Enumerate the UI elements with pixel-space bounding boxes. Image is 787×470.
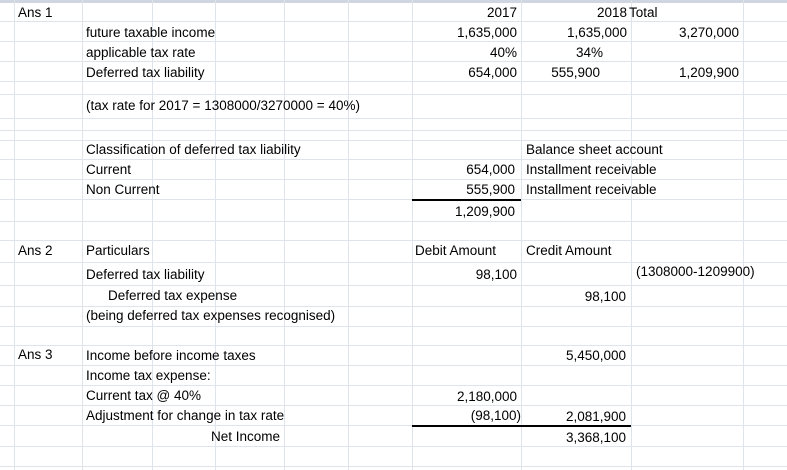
- journal-computation-note: (1308000-1209900): [636, 264, 755, 279]
- tax-rate-2018: 34%: [575, 45, 603, 60]
- journal-narration: (being deferred tax expenses recognised): [86, 308, 336, 323]
- header-2017: 2017: [486, 5, 517, 20]
- row-gridline: [0, 21, 787, 22]
- header-2018: 2018: [596, 5, 627, 20]
- classification-current-label: Current: [86, 162, 132, 177]
- particulars-header: Particulars: [86, 243, 150, 258]
- credit-amount-header: Credit Amount: [526, 243, 612, 258]
- row-label-future-taxable-income: future taxable income: [86, 25, 216, 40]
- column-gridline: [348, 0, 349, 470]
- deferred-tax-liability-2017: 654,000: [468, 65, 517, 80]
- row-gridline: [0, 446, 787, 447]
- row-label-applicable-tax-rate: applicable tax rate: [86, 45, 196, 60]
- journal-credit-amount: 98,100: [584, 289, 626, 304]
- column-gridline: [743, 0, 744, 470]
- net-income-value: 3,368,100: [565, 430, 626, 445]
- row-gridline: [0, 118, 787, 119]
- debit-amount-header: Debit Amount: [415, 243, 497, 258]
- future-taxable-income-2017: 1,635,000: [456, 25, 517, 40]
- journal-debit-account: Deferred tax liability: [86, 267, 205, 282]
- column-gridline: [215, 0, 216, 470]
- ans3-label: Ans 3: [18, 347, 53, 362]
- tax-rate-note: (tax rate for 2017 = 1308000/3270000 = 40%): [86, 98, 360, 113]
- future-taxable-income-2018: 1,635,000: [566, 25, 627, 40]
- ans2-label: Ans 2: [18, 243, 53, 258]
- future-taxable-income-total: 3,270,000: [678, 25, 739, 40]
- row-label-deferred-tax-liability: Deferred tax liability: [86, 65, 205, 80]
- deferred-tax-liability-2018: 555,900: [551, 65, 600, 80]
- row-gridline: [0, 130, 787, 131]
- classification-total: 1,209,900: [454, 204, 515, 219]
- column-gridline: [412, 0, 413, 470]
- column-header-strip: [0, 0, 787, 3]
- adjustment-label: Adjustment for change in tax rate: [86, 408, 285, 423]
- journal-debit-amount: 98,100: [475, 267, 517, 282]
- net-income-label: Net Income: [211, 429, 281, 444]
- classification-total-rule: [412, 199, 521, 201]
- classification-noncurrent-label: Non Current: [86, 182, 160, 197]
- current-tax-value: 2,180,000: [456, 389, 517, 404]
- adjustment-value: (98,100): [470, 408, 521, 423]
- journal-credit-account: Deferred tax expense: [108, 288, 238, 303]
- classification-noncurrent-amount: 555,900: [466, 182, 515, 197]
- header-total: Total: [629, 5, 658, 20]
- row-gridline: [0, 94, 787, 95]
- deferred-tax-liability-total: 1,209,900: [678, 65, 739, 80]
- income-before-taxes-label: Income before income taxes: [86, 348, 256, 363]
- column-gridline: [521, 0, 522, 470]
- column-gridline: [631, 0, 632, 470]
- column-gridline: [82, 0, 83, 470]
- tax-rate-2017: 40%: [489, 45, 517, 60]
- income-before-taxes-value: 5,450,000: [565, 348, 626, 363]
- income-tax-expense-label: Income tax expense:: [86, 368, 211, 383]
- column-gridline: [14, 0, 15, 470]
- current-tax-label: Current tax @ 40%: [86, 388, 202, 403]
- balance-sheet-account-header: Balance sheet account: [526, 142, 663, 157]
- column-gridline: [284, 0, 285, 470]
- adjustment-net-tax: 2,081,900: [565, 409, 626, 424]
- row-gridline: [0, 326, 787, 327]
- row-gridline: [0, 221, 787, 222]
- classification-title: Classification of deferred tax liability: [86, 142, 301, 157]
- classification-current-account: Installment receivable: [526, 162, 657, 177]
- net-income-rule: [412, 425, 631, 427]
- classification-noncurrent-account: Installment receivable: [526, 182, 657, 197]
- row-gridline: [0, 466, 787, 467]
- ans1-label: Ans 1: [18, 5, 53, 20]
- classification-current-amount: 654,000: [466, 162, 515, 177]
